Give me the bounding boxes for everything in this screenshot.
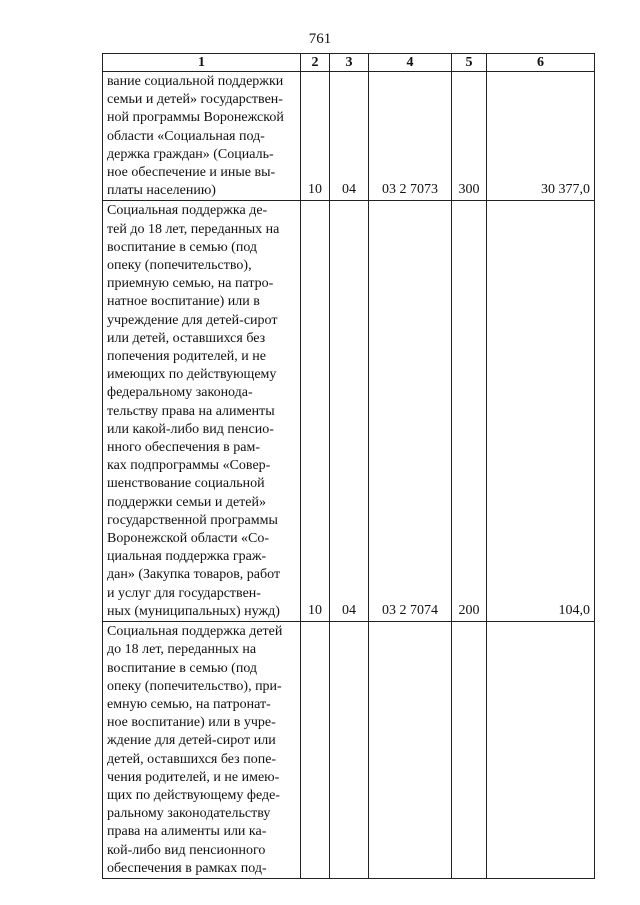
header-col-3: 3 xyxy=(330,54,369,72)
row-expense-type: 300 xyxy=(452,72,487,201)
row-section-code xyxy=(301,622,330,879)
table-row xyxy=(103,201,595,622)
row-subsection-code xyxy=(330,622,369,879)
row-target-article: 03 2 7074 xyxy=(369,201,452,622)
row-target-article xyxy=(369,622,452,879)
row-expense-type xyxy=(452,622,487,879)
table-header-row xyxy=(103,54,595,72)
header-col-4: 4 xyxy=(369,54,452,72)
row-description: Социальная поддержка де- тей до 18 лет, переданных на воспитание в семью (под опеку (попечительство), приемную семью, на патро- натное воспитание) или в учреждение для детей-сирот или детей, оставшихся без попечения родителей, и не имеющих по действующему федеральному законода- тельству права на алименты или какой-либо вид пенсио- нного обеспечения в рам- ках подпрограммы «Совер- шенствование социальной поддержки семьи и детей» государственной программы Воронежской области «Со- циальная поддержка граж- дан» (Закупка товаров, работ и услуг для государствен- ных (муниципальных) нужд) xyxy=(103,201,301,622)
header-col-1: 1 xyxy=(103,54,301,72)
row-subsection-code: 04 xyxy=(330,201,369,622)
row-amount: 104,0 xyxy=(487,201,595,622)
header-col-5: 5 xyxy=(452,54,487,72)
row-section-code: 10 xyxy=(301,72,330,201)
table-row xyxy=(103,622,595,879)
row-amount: 30 377,0 xyxy=(487,72,595,201)
row-section-code: 10 xyxy=(301,201,330,622)
table-row xyxy=(103,72,595,201)
row-description: Социальная поддержка детей до 18 лет, переданных на воспитание в семью (под опеку (попечительство), при- емную семью, на патронат- ное воспитание) или в учре- ждение для детей-сирот или детей, оставшихся без попе- чения родителей, и не имею- щих по действующему феде- ральному законодательству права на алименты или ка- кой-либо вид пенсионного обеспечения в рамках под- xyxy=(103,622,301,879)
budget-table xyxy=(102,53,595,879)
header-col-6: 6 xyxy=(487,54,595,72)
row-amount xyxy=(487,622,595,879)
header-col-2: 2 xyxy=(301,54,330,72)
page-number: 761 xyxy=(308,31,332,47)
row-subsection-code: 04 xyxy=(330,72,369,201)
row-expense-type: 200 xyxy=(452,201,487,622)
row-target-article: 03 2 7073 xyxy=(369,72,452,201)
row-description: вание социальной поддержки семьи и детей» государствен- ной программы Воронежской области «Социальная под- держка граждан» (Социаль- ное обеспечение и иные вы- платы населению) xyxy=(103,72,301,201)
